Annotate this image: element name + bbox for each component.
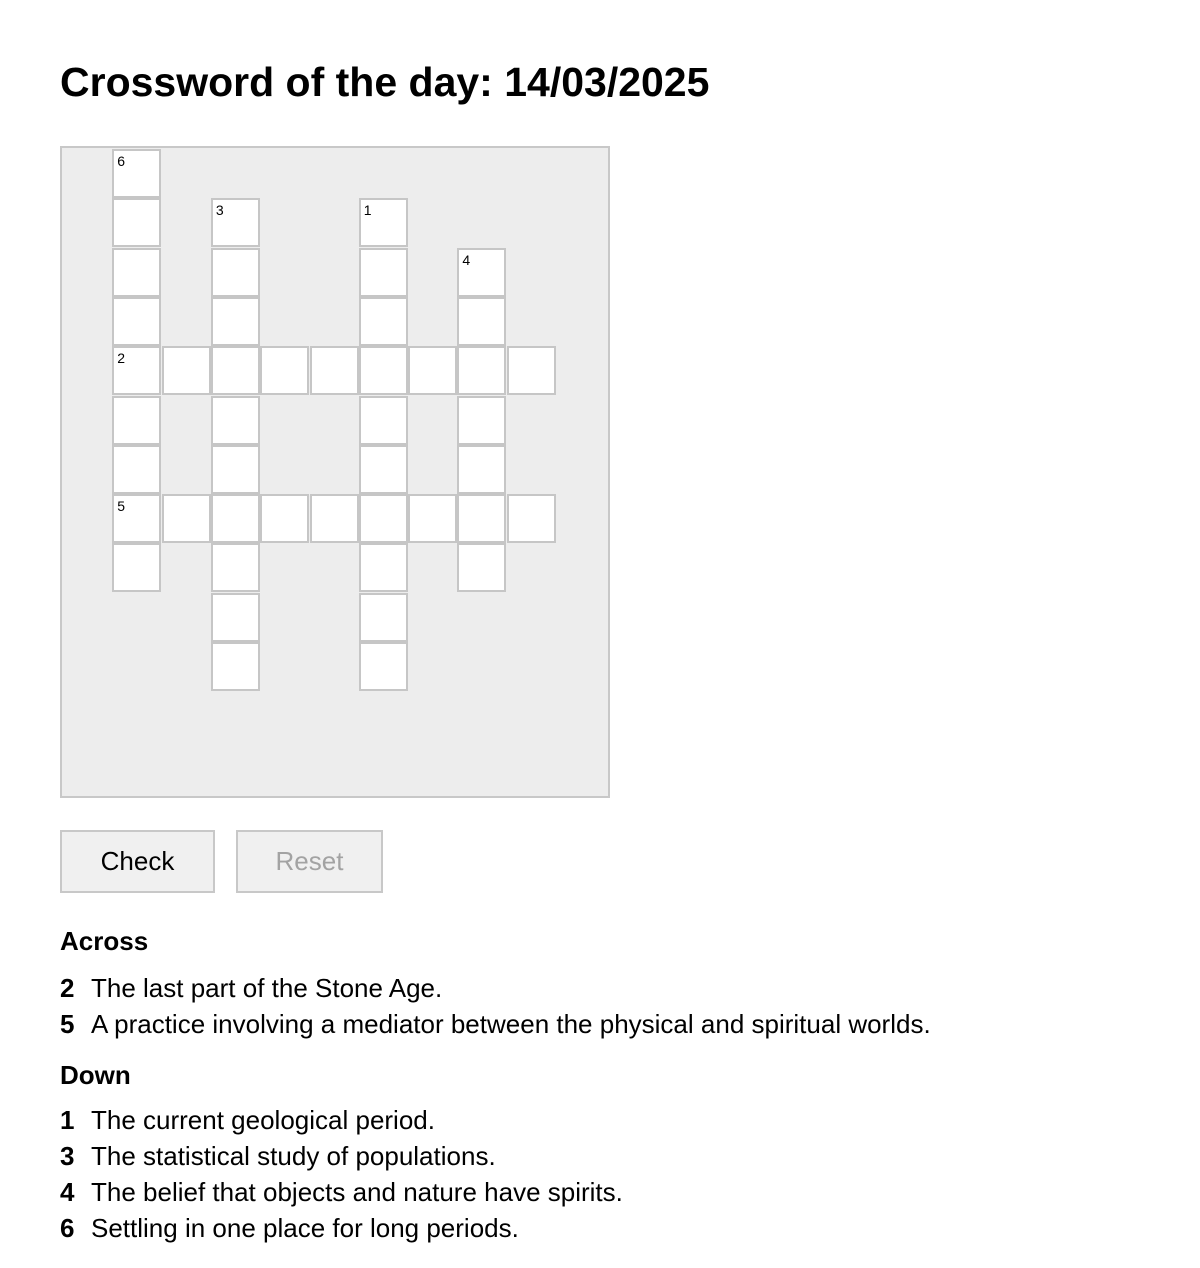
- clue-number: 5: [60, 1009, 75, 1039]
- clue-item: [60, 1210, 623, 1246]
- reset-button[interactable]: Reset: [236, 830, 383, 893]
- grid-cell[interactable]: [112, 198, 161, 247]
- grid-cell[interactable]: [457, 248, 506, 297]
- cell-number: 3: [215, 202, 224, 219]
- down-heading: Down: [60, 1060, 131, 1090]
- clue-item: [60, 1006, 931, 1042]
- clue-number: 4: [60, 1177, 75, 1207]
- page-title: Crossword of the day: 14/03/2025: [60, 59, 710, 105]
- grid-cell[interactable]: [457, 494, 506, 543]
- clue-number: 2: [60, 973, 75, 1003]
- clue-item: [60, 1174, 623, 1210]
- grid-cell[interactable]: [211, 297, 260, 346]
- grid-cell[interactable]: [359, 642, 408, 691]
- grid-cell[interactable]: [162, 346, 211, 395]
- grid-cell[interactable]: [359, 198, 408, 247]
- grid-cell[interactable]: [408, 494, 457, 543]
- clue-item: [60, 970, 931, 1006]
- grid-cell[interactable]: [260, 346, 309, 395]
- cell-number: 6: [117, 153, 126, 169]
- cell-number: 4: [462, 251, 471, 268]
- grid-cell[interactable]: [359, 248, 408, 297]
- grid-cell[interactable]: [211, 396, 260, 445]
- clue-text: The statistical study of populations.: [91, 1141, 496, 1171]
- grid-cell[interactable]: [457, 396, 506, 445]
- grid-cell[interactable]: [162, 494, 211, 543]
- clue-item: [60, 1102, 623, 1138]
- cell-number: 2: [117, 350, 126, 367]
- grid-cell[interactable]: [112, 149, 161, 198]
- grid-cell[interactable]: [211, 445, 260, 494]
- grid-cell[interactable]: [211, 248, 260, 297]
- clue-text: The current geological period.: [91, 1105, 435, 1135]
- grid-cell[interactable]: [359, 494, 408, 543]
- grid-cell[interactable]: [359, 543, 408, 592]
- grid-cell[interactable]: [112, 248, 161, 297]
- clue-text: A practice involving a mediator between the physical and spiritual worlds.: [91, 1009, 931, 1039]
- across-clue-list: [60, 970, 931, 1042]
- grid-cell[interactable]: [260, 494, 309, 543]
- grid-cell[interactable]: [211, 593, 260, 642]
- grid-cell[interactable]: [112, 445, 161, 494]
- grid-cell[interactable]: [310, 346, 359, 395]
- grid-cell[interactable]: [310, 494, 359, 543]
- grid-cell[interactable]: [408, 346, 457, 395]
- grid-cell[interactable]: [211, 198, 260, 247]
- cell-number: 5: [117, 498, 126, 515]
- across-heading: Across: [60, 926, 149, 956]
- clue-number: 3: [60, 1141, 75, 1171]
- grid-cell[interactable]: [507, 346, 556, 395]
- grid-cell[interactable]: [457, 543, 506, 592]
- grid-cell[interactable]: [112, 346, 161, 395]
- grid-cell[interactable]: [457, 346, 506, 395]
- grid-cell[interactable]: [112, 494, 161, 543]
- grid-cell[interactable]: [211, 642, 260, 691]
- grid-cell[interactable]: [457, 297, 506, 346]
- grid-cell[interactable]: [359, 297, 408, 346]
- down-clue-list: [60, 1102, 623, 1246]
- grid-cell[interactable]: [112, 297, 161, 346]
- cell-number: 1: [363, 202, 372, 219]
- clue-number: 6: [60, 1213, 75, 1243]
- clue-text: The belief that objects and nature have spirits.: [91, 1177, 623, 1207]
- clue-text: The last part of the Stone Age.: [91, 973, 443, 1003]
- grid-cell[interactable]: [112, 396, 161, 445]
- clue-text: Settling in one place for long periods.: [91, 1213, 519, 1243]
- grid-cell[interactable]: [211, 543, 260, 592]
- clue-item: [60, 1138, 623, 1174]
- check-button[interactable]: Check: [60, 830, 215, 893]
- grid-cell[interactable]: [211, 494, 260, 543]
- grid-cell[interactable]: [359, 445, 408, 494]
- grid-cell[interactable]: [507, 494, 556, 543]
- clue-number: 1: [60, 1105, 75, 1135]
- grid-cell[interactable]: [457, 445, 506, 494]
- grid-cell[interactable]: [359, 346, 408, 395]
- grid-cell[interactable]: [211, 346, 260, 395]
- grid-cell[interactable]: [359, 396, 408, 445]
- grid-cell[interactable]: [359, 593, 408, 642]
- grid-cell[interactable]: [112, 543, 161, 592]
- crossword-grid: [60, 146, 610, 798]
